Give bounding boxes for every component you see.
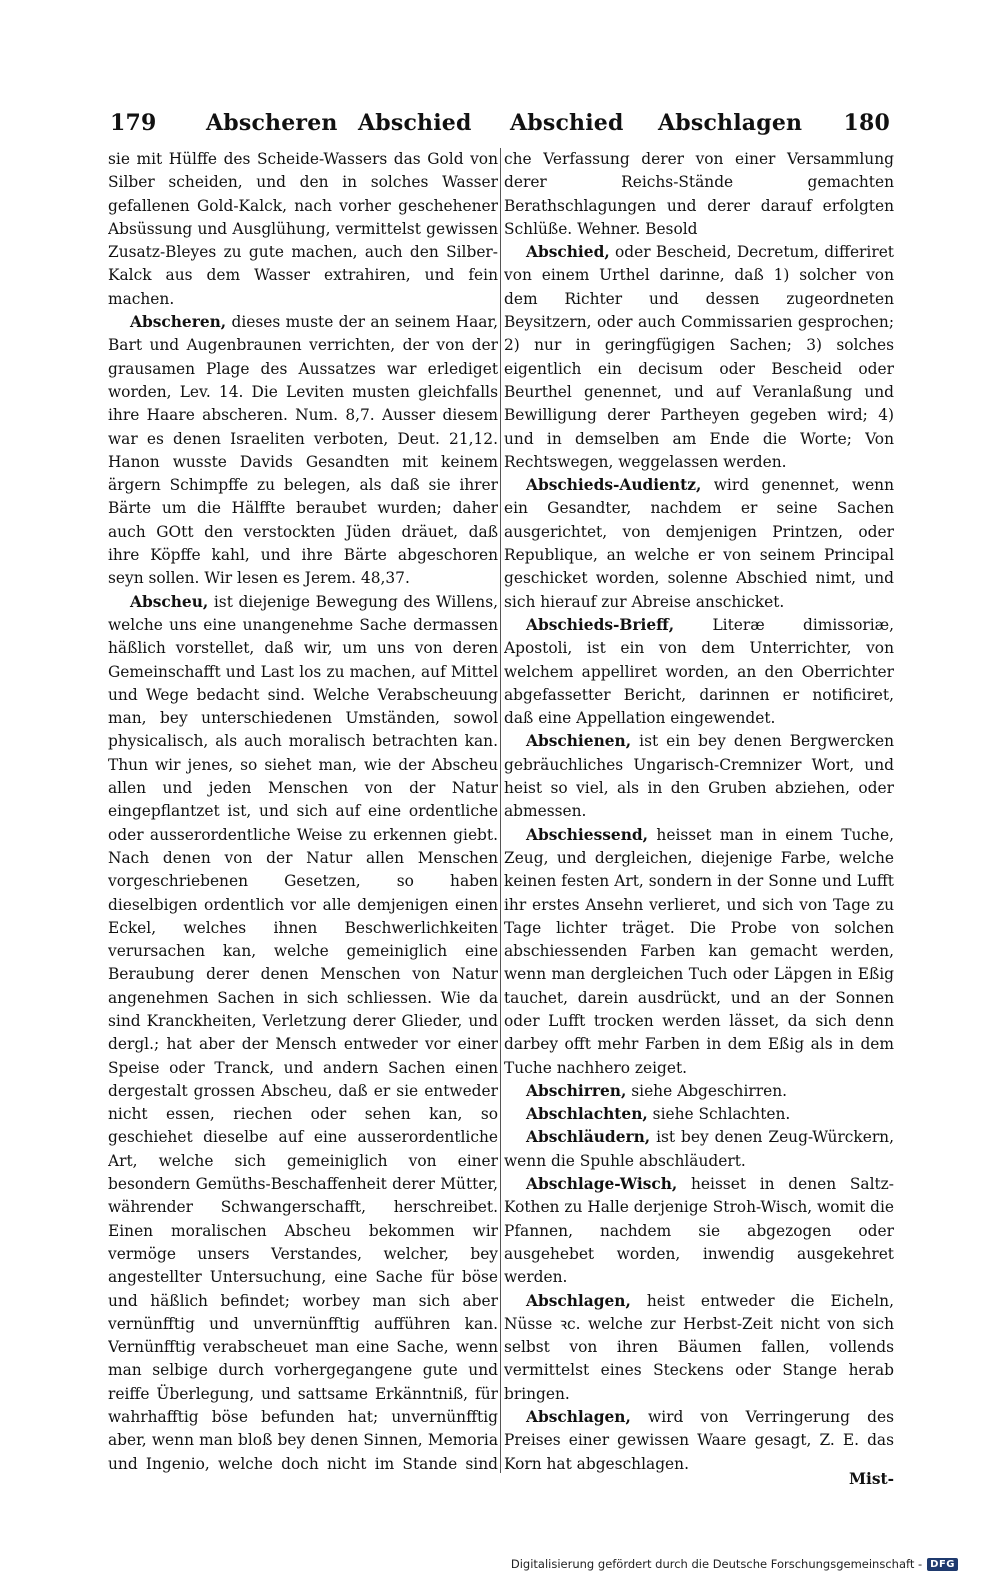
credit-text: Digitalisierung gefördert durch die Deutsche Forschungsgemeinschaft - <box>510 1557 923 1571</box>
entry-text: siehe Schlachten. <box>652 1105 791 1124</box>
entry-lemma: Abschläudern, <box>526 1128 651 1147</box>
entry-lemma: Abschiessend, <box>526 825 648 844</box>
headword-right-2: Abschlagen <box>658 110 803 136</box>
catchword: Mist- <box>848 1470 894 1488</box>
entry-text: siehe Abgeschirren. <box>631 1081 787 1100</box>
entry-text: heisset man in einem Tuche, Zeug, und dergleichen, diejenige Farbe, welche keinen festen Art, sondern in der Sonne und Lufft ihr erstes Ansehn verlieret, und sich von Tage zu Tage lichter träget. Die Probe von solchen abschiessenden Farben kan gemacht werden, wenn man dergleichen Tuch oder Läpgen in Eßig tauchet, darein ausdrückt, und an der Sonnen oder Lufft trocken werden lässet, da sich denn darbey offt mehr Farben in dem Eßig als in dem Tuche nachhero zeiget. <box>504 825 894 1077</box>
entry-text: che Verfassung derer von einer Versammlung derer Reichs-Stände gemachten Berathschlagungen und derer darauf erfolgten Schlüße. Wehner. Besold <box>504 150 894 238</box>
dictionary-entry <box>504 730 894 823</box>
dictionary-entry <box>504 1173 894 1289</box>
entry-text: dieses muste der an seinem Haar, Bart und Augenbraunen verrichten, der von der grausamen Plage des Aussatzes war erlediget worden, Lev. 14. Die Leviten musten gleichfalls ihre Haare abscheren. Num. 8,7. Ausser diesem war es denen Israeliten verboten, Deut. 21,12. Hanon wusste Davids Gesandten mit keinem ärgern Schimpffe zu belegen, als daß sie ihrer Bärte um die Hälffte beraubet wurden; daher auch GOtt den verstockten Jüden dräuet, daß ihre Köpffe kahl, und ihre Bärte abgeschoren seyn sollen. Wir lesen es Jerem. 48,37. <box>108 313 498 588</box>
entry-lemma: Abschieds-Brieff, <box>526 615 675 634</box>
dictionary-entry <box>504 614 894 730</box>
dictionary-entry <box>504 1126 894 1173</box>
dictionary-entry <box>504 824 894 1080</box>
headword-left-2: Abschied <box>358 110 472 136</box>
left-column <box>108 148 498 1473</box>
entry-lemma: Abschlachten, <box>526 1105 648 1124</box>
dictionary-entry <box>504 1290 894 1406</box>
headword-left-1: Abscheren <box>206 110 338 136</box>
dictionary-entry <box>108 591 498 1473</box>
entry-text: ist ein bey denen Bergwercken gebräuchliches Ungarisch-Cremnizer Wort, und heist so viel, als in den Gruben abziehen, oder abmessen. <box>504 732 894 821</box>
entry-text: wird genennet, wenn ein Gesandter, nachdem er seine Sachen ausgerichtet, von demjenigen Printzen, oder Republique, an welche er von seinem Principal geschicket worden, solenne Abschied nimt, und sich hierauf zur Abreise anschicket. <box>504 476 894 611</box>
dictionary-entry <box>504 1406 894 1473</box>
dfg-logo: DFG <box>927 1558 958 1571</box>
page-number-right: 180 <box>843 110 890 136</box>
running-header <box>110 110 890 140</box>
entry-lemma: Abschied, <box>526 243 610 262</box>
right-column <box>504 148 894 1473</box>
dictionary-entry <box>504 148 894 241</box>
entry-lemma: Abschlage-Wisch, <box>526 1175 678 1194</box>
entry-lemma: Abscheu, <box>130 592 209 611</box>
page-number-left: 179 <box>110 110 157 136</box>
entry-lemma: Abschlagen, <box>526 1291 631 1310</box>
entry-lemma: Abschlagen, <box>526 1408 631 1427</box>
dictionary-entry <box>504 1080 894 1103</box>
entry-lemma: Abschieds-Audientz, <box>526 476 702 495</box>
dictionary-entry <box>504 474 894 614</box>
entry-text: heist entweder die Eicheln, Nüsse ꝛc. welche zur Herbst-Zeit nicht von sich selbst von ihren Bäumen fallen, vollends vermittelst eines Steckens oder Stange herab bringen. <box>504 1291 894 1403</box>
entry-text: ist diejenige Bewegung des Willens, welche uns eine unangenehme Sache dermassen häßlich vorstellet, daß wir, um uns von deren Gemeinschafft und Last los zu machen, auf Mittel und Wege bedacht sind. Welche Verabscheuung man, bey unterschiedenen Umständen, sowol physicalisch, als auch moralisch betrachten kan. Thun wir jenes, so siehet man, wie der Abscheu allen und jeden Menschen von der Natur eingepflantzet ist, und sich auf eine ordentliche oder ausserordentliche Weise zu erkennen giebt. Nach denen von der Natur allen Menschen vorgeschriebenen Gesetzen, so haben dieselbigen ordentlich vor alle demjenigen einen Eckel, welches ihnen Beschwerlichkeiten verursachen kan, welche gemeiniglich eine Beraubung derer denen Menschen von Natur angenehmen Sachen in sich schliessen. Wie da sind Kranckheiten, Verletzung derer Glieder, und dergl.; hat aber der Mensch entweder vor einer Speise oder Tranck, und andern Sachen einen dergestalt grossen Abscheu, daß er sie entweder nicht essen, riechen oder sehen kan, so geschiehet dieselbe auf eine ausserordentliche Art, welche sich gemeiniglich von einer besondern Gemüths-Beschaffenheit derer Mütter, währender Schwangerschafft, herschreibet. Einen moralischen Abscheu bekommen wir vermöge unsers Verstandes, welcher, bey angestellter Untersuchung, eine Sache für böse und häßlich befindet; worbey man sich aber vernünfftig und unvernünfftig aufführen kan. Vernünfftig verabscheuet man eine Sache, wenn man selbige durch vorhergegangene gute und reiffe Überlegung, und sattsame Erkänntniß, für wahrhafftig böse befunden hat; unvernünfftig aber, wenn man bloß bey denen Sinnen, Memoria und Ingenio, welche doch nicht im Stande sind <box>108 592 498 1473</box>
entry-text: wird von Verringerung des Preises einer gewissen Waare gesagt, Z. E. das Korn hat abgeschlagen. <box>504 1408 894 1473</box>
digitization-credit <box>511 1557 958 1571</box>
entry-lemma: Abscheren, <box>130 313 227 332</box>
dictionary-entry <box>108 148 498 311</box>
dictionary-entry <box>504 241 894 474</box>
entry-text: heisset in denen Saltz-Kothen zu Halle derjenige Stroh-Wisch, womit die Pfannen, nachdem sie abgezogen oder ausgehebet worden, inwendig ausgekehret werden. <box>504 1175 894 1287</box>
entry-text: sie mit Hülffe des Scheide-Wassers das Gold von Silber scheiden, und den in solches Wasser gefallenen Gold-Kalck, nach vorher geschehener Absüssung und Ausglühung, vermittelst gewissen Zusatz-Bleyes zu gute machen, auch den Silber-Kalck aus dem Wasser extrahiren, und fein machen. <box>108 150 498 308</box>
headword-right-1: Abschied <box>510 110 624 136</box>
entry-text: ist bey denen Zeug-Würckern, wenn die Spuhle abschläudert. <box>504 1128 894 1170</box>
dictionary-entry <box>504 1103 894 1126</box>
column-divider <box>500 148 501 1473</box>
entry-text: oder Bescheid, Decretum, differiret von einem Urthel darinne, daß 1) solcher von dem Richter und dessen zugeordneten Beysitzern, oder auch Commissarien gesprochen; 2) nur in geringfügigen Sachen; 3) solches eigentlich ein decisum oder Bescheid oder Beurthel genennet, und auf Veranlaßung und Bewilligung derer Partheyen gegeben wird; 4) und in demselben am Ende die Worte; Von Rechtswegen, weggelassen werden. <box>504 243 894 471</box>
dictionary-entry <box>108 311 498 591</box>
entry-text: Literæ dimissoriæ, Apostoli, ist ein von dem Unterrichter, von welchem appelliret worden, an den Oberrichter abgefassetter Bericht, darinnen er notificiret, daß eine Appellation eingewendet. <box>504 615 894 728</box>
entry-lemma: Abschirren, <box>526 1081 627 1100</box>
entry-lemma: Abschienen, <box>526 732 632 751</box>
